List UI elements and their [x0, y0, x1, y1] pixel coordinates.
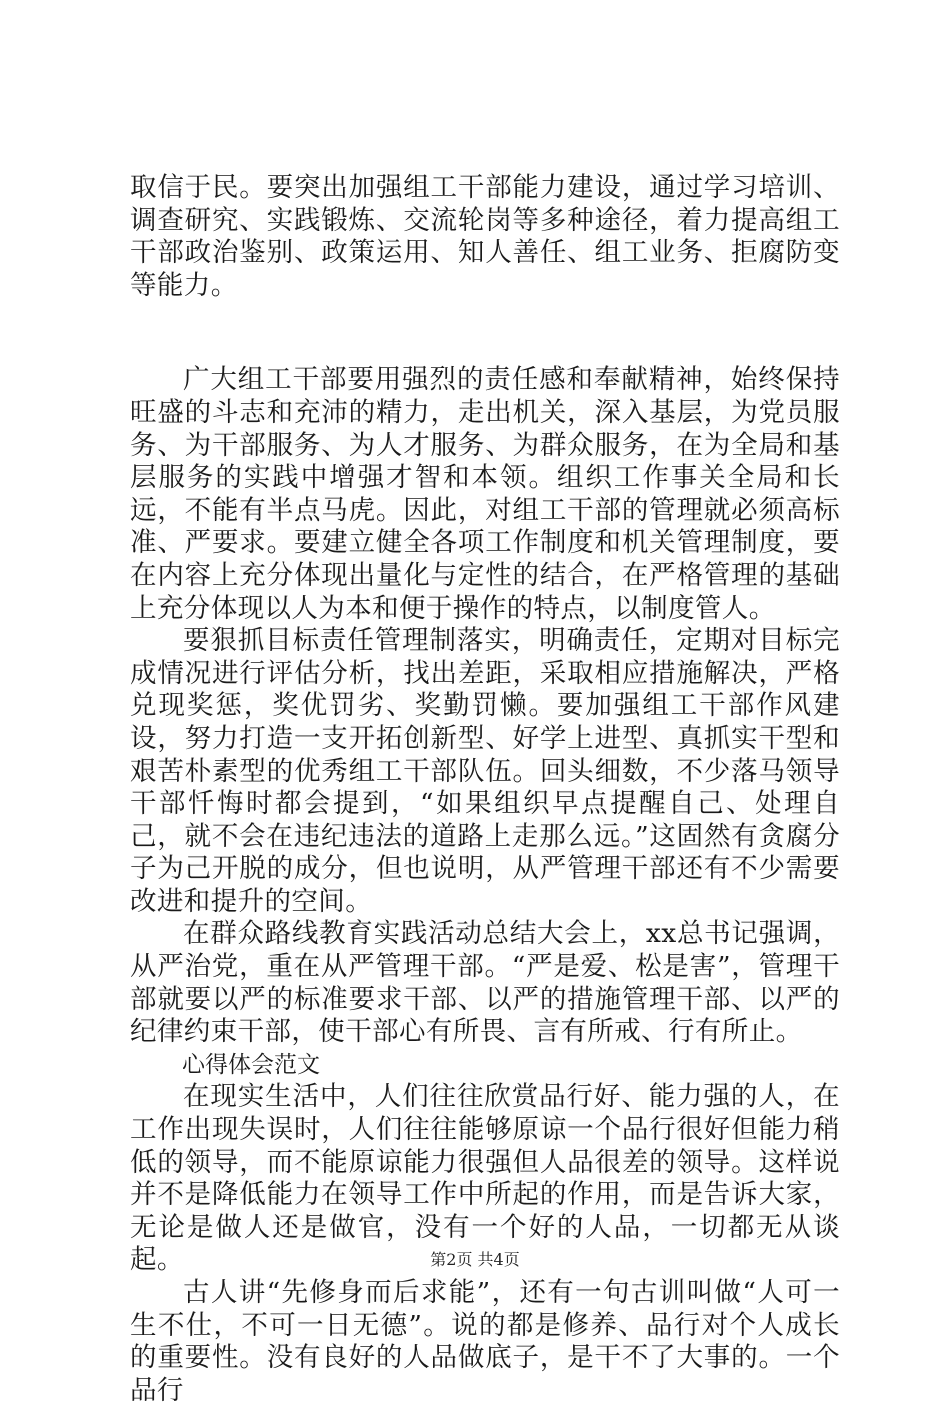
document-body — [130, 172, 840, 1407]
paragraph-2: 广大组工干部要用强烈的责任感和奉献精神，始终保持旺盛的斗志和充沛的精力，走出机关，深入基层，为党员服务、为干部服务、为人才服务、为群众服务，在为全局和基层服务的实践中增强才智和本领。组织工作事关全局和长远，不能有半点马虎。因此，对组工干部的管理就必须高标准、严要求。要建立健全各项工作制度和机关管理制度，要在内容上充分体现出量化与定性的结合，在严格管理的基础上充分体现以人为本和便于操作的特点，以制度管人。 — [130, 364, 840, 624]
paragraph-gap — [130, 302, 840, 364]
section-heading: 心得体会范文 — [182, 1051, 320, 1078]
paragraph-1: 取信于民。要突出加强组工干部能力建设，通过学习培训、调查研究、实践锻炼、交流轮岗等多种途径，着力提高组工干部政治鉴别、政策运用、知人善任、组工业务、拒腐防变等能力。 — [130, 172, 840, 301]
page-footer: 第2页 共4页 — [430, 1250, 520, 1269]
paragraph-4: 在群众路线教育实践活动总结大会上，xx总书记强调，从严治党，重在从严管理干部。“严是爱、松是害”，管理干部就要以严的标准要求干部、以严的措施管理干部、以严的纪律约束干部，使干部心有所畏、言有所戒、行有所止。 — [130, 918, 840, 1048]
paragraph-5: 在现实生活中，人们往往欣赏品行好、能力强的人，在工作出现失误时，人们往往能够原谅一个品行很好但能力稍低的领导，而不能原谅能力很强但人品很差的领导。这样说并不是降低能力在领导工作中所起的作用，而是告诉大家，无论是做人还是做官，没有一个好的人品，一切都无从谈起。 — [130, 1081, 840, 1276]
paragraph-6: 古人讲“先修身而后求能”，还有一句古训叫做“人可一生不仕，不可一日无德”。说的都是修养、品行对个人成长的重要性。没有良好的人品做底子，是干不了大事的。一个品行 — [130, 1277, 840, 1406]
paragraph-3: 要狠抓目标责任管理制落实，明确责任，定期对目标完成情况进行评估分析，找出差距，采取相应措施解决，严格兑现奖惩，奖优罚劣、奖勤罚懒。要加强组工干部作风建设，努力打造一支开拓创新型、好学上进型、真抓实干型和艰苦朴素型的优秀组工干部队伍。回头细数，不少落马领导干部忏悔时都会提到，“如果组织早点提醒自己、处理自己，就不会在违纪违法的道路上走那么远。”这固然有贪腐分子为己开脱的成分，但也说明，从严管理干部还有不少需要改进和提升的空间。 — [130, 625, 840, 917]
